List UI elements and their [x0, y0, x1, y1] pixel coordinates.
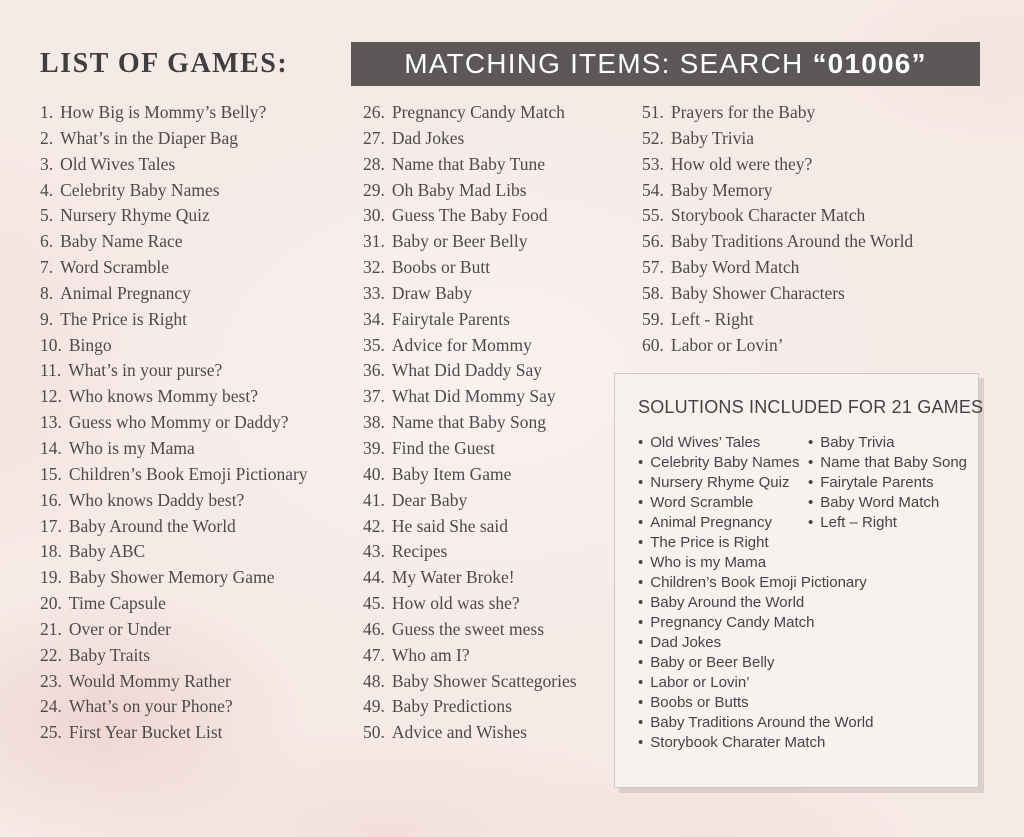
- game-number: 55.: [642, 205, 664, 226]
- game-number: 50.: [363, 722, 385, 743]
- bullet-icon: •: [808, 454, 814, 471]
- solution-title: Name that Baby Song: [820, 454, 968, 471]
- solution-title: Storybook Charater Match: [650, 734, 826, 751]
- game-number: 13.: [40, 412, 62, 433]
- game-title: Labor or Lovin’: [670, 334, 784, 355]
- game-title: First Year Bucket List: [68, 722, 223, 743]
- game-title: Dad Jokes: [391, 127, 465, 148]
- game-number: 52.: [642, 127, 664, 148]
- game-list-item: [40, 126, 308, 152]
- game-title: Baby or Beer Belly: [391, 231, 528, 252]
- game-number: 51.: [642, 102, 664, 122]
- solution-item: [638, 633, 978, 653]
- solution-title: Baby Traditions Around the World: [650, 714, 874, 731]
- game-list-item: [363, 229, 577, 255]
- game-title: My Water Broke!: [391, 567, 515, 588]
- game-number: 36.: [363, 360, 385, 381]
- game-title: Guess the sweet mess: [391, 618, 545, 639]
- game-list-item: [363, 565, 577, 591]
- game-title: Draw Baby: [391, 282, 473, 303]
- game-title: Who knows Daddy best?: [68, 489, 245, 510]
- game-list-item: [363, 384, 577, 410]
- bullet-icon: •: [808, 494, 814, 511]
- game-number: 41.: [363, 489, 385, 510]
- game-list-item: [40, 229, 308, 255]
- solution-item: [638, 673, 978, 693]
- solution-title: Boobs or Butts: [650, 694, 749, 711]
- matching-items-banner: [351, 42, 980, 86]
- game-title: Baby Predictions: [391, 696, 512, 717]
- game-list-item: [642, 100, 913, 126]
- game-title: Baby Around the World: [68, 515, 236, 536]
- solution-title: Children’s Book Emoji Pictionary: [650, 574, 867, 591]
- game-number: 12.: [40, 386, 62, 407]
- game-number: 33.: [363, 282, 385, 303]
- game-number: 14.: [40, 437, 62, 458]
- game-number: 17.: [40, 515, 62, 536]
- game-number: 26.: [363, 102, 385, 122]
- game-title: Find the Guest: [391, 437, 495, 458]
- game-title: Recipes: [391, 541, 448, 562]
- game-number: 29.: [363, 179, 385, 200]
- game-list-item: [363, 617, 577, 643]
- solution-item: [638, 533, 978, 553]
- game-title: Would Mommy Rather: [68, 670, 231, 691]
- game-number: 3.: [40, 153, 54, 174]
- game-number: 10.: [40, 334, 62, 355]
- solution-title: The Price is Right: [650, 534, 769, 551]
- game-list-item: [363, 152, 577, 178]
- solution-title: Labor or Lovin’: [650, 674, 750, 691]
- game-list-item: [363, 100, 577, 126]
- solution-title: Left – Right: [820, 514, 897, 531]
- game-number: 23.: [40, 670, 62, 691]
- game-title: He said She said: [391, 515, 509, 536]
- bullet-icon: •: [638, 534, 644, 551]
- solution-item: [638, 553, 978, 573]
- game-number: 22.: [40, 644, 62, 665]
- game-list-item: [363, 643, 577, 669]
- game-number: 15.: [40, 463, 62, 484]
- games-column-1: [40, 100, 308, 746]
- game-list-item: [363, 436, 577, 462]
- game-number: 30.: [363, 205, 385, 226]
- solutions-column-2: [808, 433, 967, 533]
- game-number: 27.: [363, 127, 385, 148]
- solution-title: Animal Pregnancy: [650, 514, 772, 531]
- game-title: Who knows Mommy best?: [68, 386, 258, 407]
- bullet-icon: •: [638, 434, 644, 451]
- game-number: 60.: [642, 334, 664, 355]
- solutions-columns: [638, 433, 978, 753]
- game-title: Pregnancy Candy Match: [391, 102, 565, 122]
- game-title: Prayers for the Baby: [670, 102, 816, 122]
- game-number: 4.: [40, 179, 54, 200]
- game-list-item: [40, 514, 308, 540]
- bullet-icon: •: [638, 654, 644, 671]
- game-title: Boobs or Butt: [391, 257, 491, 278]
- game-title: What’s in the Diaper Bag: [60, 127, 238, 148]
- solution-item: [808, 473, 967, 493]
- bullet-icon: •: [638, 594, 644, 611]
- solution-item: [808, 493, 967, 513]
- game-list-item: [40, 669, 308, 695]
- game-number: 6.: [40, 231, 54, 252]
- game-number: 8.: [40, 282, 54, 303]
- bullet-icon: •: [638, 474, 644, 491]
- game-number: 45.: [363, 593, 385, 614]
- solution-title: Word Scramble: [650, 494, 754, 511]
- solution-title: Baby Word Match: [820, 494, 940, 511]
- game-title: Baby Memory: [670, 179, 773, 200]
- game-title: Bingo: [68, 334, 112, 355]
- game-title: Who is my Mama: [68, 437, 195, 458]
- game-number: 54.: [642, 179, 664, 200]
- game-list-item: [40, 591, 308, 617]
- game-title: Dear Baby: [391, 489, 468, 510]
- game-title: Baby Item Game: [391, 463, 512, 484]
- game-title: Name that Baby Song: [391, 412, 546, 433]
- solution-item: [638, 713, 978, 733]
- game-list-item: [363, 126, 577, 152]
- game-list-item: [40, 281, 308, 307]
- game-title: Guess who Mommy or Daddy?: [68, 412, 289, 433]
- bullet-icon: •: [638, 674, 644, 691]
- banner-search-code: “01006”: [812, 48, 927, 79]
- game-list-item: [40, 333, 308, 359]
- game-list-item: [40, 410, 308, 436]
- page-title: LIST OF GAMES:: [40, 48, 289, 79]
- game-number: 48.: [363, 670, 385, 691]
- game-number: 5.: [40, 205, 54, 226]
- game-list-item: [40, 384, 308, 410]
- solution-title: Nursery Rhyme Quiz: [650, 474, 790, 491]
- game-list-item: [642, 333, 913, 359]
- game-title: Celebrity Baby Names: [60, 179, 220, 200]
- game-number: 28.: [363, 153, 385, 174]
- bullet-icon: •: [638, 454, 644, 471]
- game-number: 31.: [363, 231, 385, 252]
- game-number: 21.: [40, 618, 62, 639]
- solution-item: [808, 513, 967, 533]
- game-title: What Did Daddy Say: [391, 360, 543, 381]
- game-list-item: [642, 126, 913, 152]
- game-list-item: [363, 669, 577, 695]
- game-title: Advice for Mommy: [391, 334, 532, 355]
- game-number: 35.: [363, 334, 385, 355]
- bullet-icon: •: [808, 434, 814, 451]
- game-title: Left - Right: [670, 308, 754, 329]
- game-list-item: [363, 307, 577, 333]
- solution-item: [638, 653, 978, 673]
- solution-title: Baby Around the World: [650, 594, 805, 611]
- game-title: Advice and Wishes: [391, 722, 527, 743]
- solution-title: Baby Trivia: [820, 434, 895, 451]
- game-list-item: [642, 307, 913, 333]
- solution-title: Celebrity Baby Names: [650, 454, 800, 471]
- game-number: 11.: [40, 360, 62, 381]
- bullet-icon: •: [638, 574, 644, 591]
- game-list-item: [363, 358, 577, 384]
- solution-title: Fairytale Parents: [820, 474, 934, 491]
- bullet-icon: •: [638, 634, 644, 651]
- game-title: Baby Shower Memory Game: [68, 567, 275, 588]
- game-title: Baby Word Match: [670, 257, 800, 278]
- game-list-item: [363, 488, 577, 514]
- game-title: Baby Shower Scattegories: [391, 670, 577, 691]
- game-title: Guess The Baby Food: [391, 205, 548, 226]
- game-list-item: [363, 720, 577, 746]
- solution-item: [638, 613, 978, 633]
- game-number: 53.: [642, 153, 664, 174]
- game-number: 37.: [363, 386, 385, 407]
- solution-item: [638, 573, 978, 593]
- game-number: 34.: [363, 308, 385, 329]
- bullet-icon: •: [808, 474, 814, 491]
- game-title: How old was she?: [391, 593, 520, 614]
- game-number: 43.: [363, 541, 385, 562]
- game-list-item: [363, 514, 577, 540]
- game-number: 19.: [40, 567, 62, 588]
- game-title: Word Scramble: [60, 257, 170, 278]
- game-number: 46.: [363, 618, 385, 639]
- game-list-item: [40, 178, 308, 204]
- game-list-item: [642, 281, 913, 307]
- game-list-item: [40, 643, 308, 669]
- game-list-item: [363, 333, 577, 359]
- game-title: Storybook Character Match: [670, 205, 866, 226]
- game-list-item: [363, 591, 577, 617]
- game-title: The Price is Right: [60, 308, 187, 329]
- solutions-box: [614, 373, 984, 788]
- solution-title: Pregnancy Candy Match: [650, 614, 815, 631]
- game-title: What’s in your purse?: [68, 360, 223, 381]
- game-list-item: [40, 539, 308, 565]
- game-title: How old were they?: [670, 153, 813, 174]
- game-title: Name that Baby Tune: [391, 153, 545, 174]
- game-list-item: [363, 462, 577, 488]
- game-number: 58.: [642, 282, 664, 303]
- game-list-item: [40, 255, 308, 281]
- game-title: Baby Traditions Around the World: [670, 231, 914, 252]
- game-list-item: [363, 410, 577, 436]
- game-list-item: [40, 565, 308, 591]
- game-list-item: [363, 178, 577, 204]
- bullet-icon: •: [638, 494, 644, 511]
- solution-title: Old Wives’ Tales: [650, 434, 761, 451]
- game-list-item: [40, 100, 308, 126]
- game-list-item: [40, 720, 308, 746]
- game-title: Baby Trivia: [670, 127, 755, 148]
- game-list-item: [40, 307, 308, 333]
- game-list-item: [642, 255, 913, 281]
- game-list-item: [40, 358, 308, 384]
- bullet-icon: •: [808, 514, 814, 531]
- game-number: 9.: [40, 308, 54, 329]
- game-number: 1.: [40, 102, 54, 122]
- game-list-item: [363, 539, 577, 565]
- game-number: 39.: [363, 437, 385, 458]
- game-title: How Big is Mommy’s Belly?: [60, 102, 267, 122]
- game-list-item: [363, 255, 577, 281]
- game-list-item: [40, 436, 308, 462]
- game-number: 7.: [40, 257, 54, 278]
- game-list-item: [40, 488, 308, 514]
- game-list-item: [40, 152, 308, 178]
- game-number: 16.: [40, 489, 62, 510]
- game-number: 49.: [363, 696, 385, 717]
- game-number: 20.: [40, 593, 62, 614]
- solution-item: [808, 453, 967, 473]
- game-list-item: [40, 203, 308, 229]
- game-list-item: [40, 694, 308, 720]
- game-title: Who am I?: [391, 644, 470, 665]
- solution-title: Dad Jokes: [650, 634, 722, 651]
- bullet-icon: •: [638, 694, 644, 711]
- bullet-icon: •: [638, 514, 644, 531]
- bullet-icon: •: [638, 714, 644, 731]
- solution-item: [638, 733, 978, 753]
- game-title: Oh Baby Mad Libs: [391, 179, 527, 200]
- game-number: 59.: [642, 308, 664, 329]
- game-title: Animal Pregnancy: [60, 282, 191, 303]
- game-title: Nursery Rhyme Quiz: [60, 205, 210, 226]
- games-column-2: [363, 100, 577, 746]
- solution-title: Baby or Beer Belly: [650, 654, 775, 671]
- game-number: 25.: [40, 722, 62, 743]
- game-list-item: [642, 229, 913, 255]
- game-list-item: [363, 281, 577, 307]
- solutions-title: SOLUTIONS INCLUDED FOR 21 GAMES: [638, 397, 984, 417]
- games-column-3: [642, 100, 913, 358]
- bullet-icon: •: [638, 614, 644, 631]
- game-list-item: [363, 203, 577, 229]
- game-number: 56.: [642, 231, 664, 252]
- game-title: Over or Under: [68, 618, 171, 639]
- banner-prefix-text: MATCHING ITEMS: SEARCH: [404, 48, 813, 79]
- game-list-item: [642, 178, 913, 204]
- bullet-icon: •: [638, 554, 644, 571]
- game-list-item: [40, 617, 308, 643]
- game-number: 24.: [40, 696, 62, 717]
- game-title: Fairytale Parents: [391, 308, 510, 329]
- game-title: Time Capsule: [68, 593, 166, 614]
- game-title: Baby Name Race: [60, 231, 183, 252]
- solution-item: [638, 593, 978, 613]
- game-number: 47.: [363, 644, 385, 665]
- game-list-item: [642, 203, 913, 229]
- game-number: 42.: [363, 515, 385, 536]
- bullet-icon: •: [638, 734, 644, 751]
- game-number: 57.: [642, 257, 664, 278]
- game-number: 2.: [40, 127, 54, 148]
- game-title: Baby ABC: [68, 541, 146, 562]
- game-title: What’s on your Phone?: [68, 696, 233, 717]
- game-number: 44.: [363, 567, 385, 588]
- game-number: 38.: [363, 412, 385, 433]
- game-list-item: [363, 694, 577, 720]
- game-number: 32.: [363, 257, 385, 278]
- solution-item: [808, 433, 967, 453]
- game-number: 40.: [363, 463, 385, 484]
- game-title: Baby Shower Characters: [670, 282, 845, 303]
- game-title: What Did Mommy Say: [391, 386, 556, 407]
- game-title: Baby Traits: [68, 644, 151, 665]
- game-list-item: [40, 462, 308, 488]
- game-number: 18.: [40, 541, 62, 562]
- solution-item: [638, 693, 978, 713]
- game-title: Old Wives Tales: [60, 153, 176, 174]
- game-list-item: [642, 152, 913, 178]
- solution-title: Who is my Mama: [650, 554, 767, 571]
- game-title: Children’s Book Emoji Pictionary: [68, 463, 308, 484]
